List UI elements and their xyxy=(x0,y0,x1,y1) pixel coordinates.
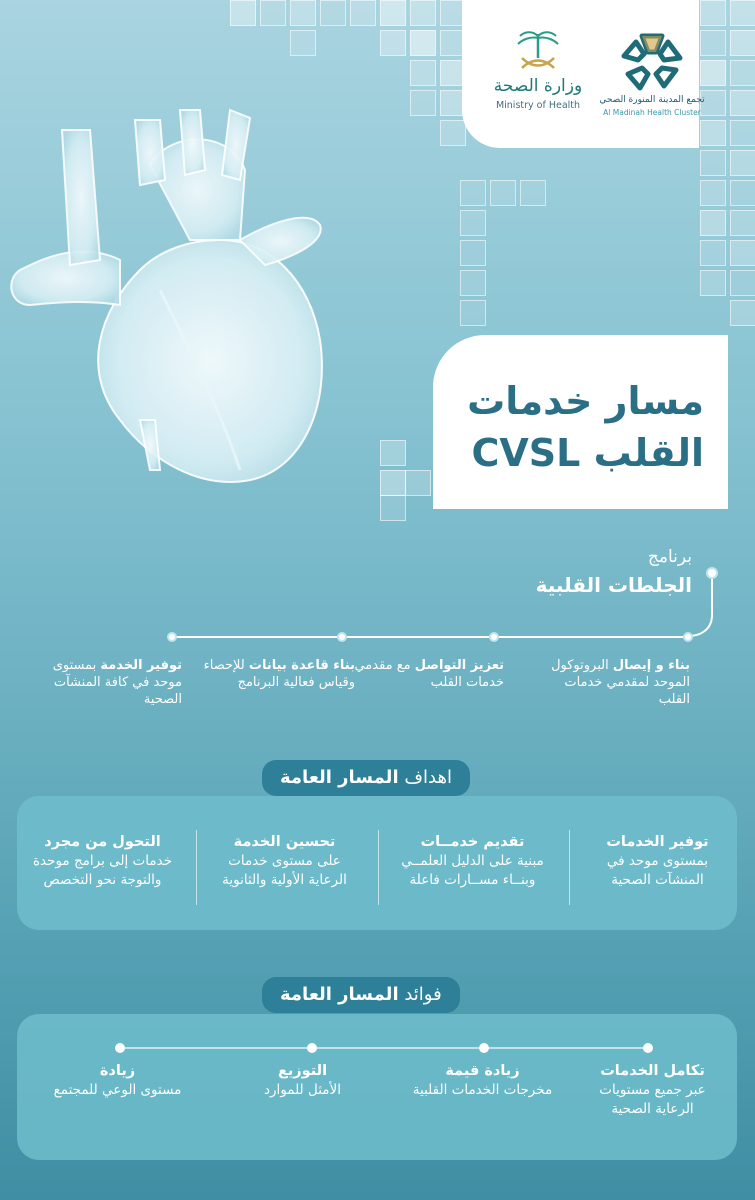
program-name: الجلطات القلبية xyxy=(535,573,692,597)
benefit-body: مستوى الوعي للمجتمع xyxy=(53,1082,182,1098)
step-4-rest: بمستوى موحد في كافة المنشآت الصحية xyxy=(52,658,182,707)
goal-body: خدمات إلى برامج موحدة والتوجة نحو التخصص xyxy=(32,853,173,888)
benefits-prefix: فوائد xyxy=(404,984,442,1005)
grid-square xyxy=(380,30,406,56)
goals-heading xyxy=(262,760,470,796)
heart-illustration xyxy=(0,90,400,510)
program-label: برنامج xyxy=(647,547,692,567)
cluster-logo-icon xyxy=(620,30,684,92)
benefit-body: عبر جميع مستويات الرعاية الصحية xyxy=(599,1082,706,1117)
grid-square xyxy=(700,150,726,176)
benefit-title: زيادة قيمة xyxy=(445,1063,520,1079)
grid-square xyxy=(460,300,486,326)
grid-square xyxy=(460,180,486,206)
goal-item xyxy=(585,833,730,890)
grid-square xyxy=(410,90,436,116)
grid-square xyxy=(290,30,316,56)
step-3-bold: بناء قاعدة بيانات xyxy=(248,658,355,673)
goal-title: التحول من مجرد xyxy=(44,834,161,850)
benefit-title: زيادة xyxy=(99,1063,136,1079)
goals-prefix: اهداف xyxy=(404,767,452,788)
timeline-dot xyxy=(167,632,177,642)
goal-title: توفير الخدمات xyxy=(606,834,709,850)
grid-square xyxy=(730,180,755,206)
grid-square xyxy=(730,90,755,116)
moh-palm-emblem-icon xyxy=(512,28,564,76)
grid-square xyxy=(700,210,726,236)
timeline-line xyxy=(172,636,688,638)
benefit-item xyxy=(410,1062,555,1100)
goals-divider xyxy=(378,830,379,905)
timeline-dot xyxy=(337,632,347,642)
grid-square xyxy=(260,0,286,26)
goals-divider xyxy=(196,830,197,905)
benefit-body: الأمثل للموارد xyxy=(264,1082,341,1098)
goal-body: على مستوى خدمات الرعاية الأولية والثانوية xyxy=(222,853,347,888)
goal-item xyxy=(400,833,545,890)
page-title xyxy=(444,375,704,479)
grid-square xyxy=(730,210,755,236)
grid-square xyxy=(460,240,486,266)
program-step-1 xyxy=(538,657,690,708)
step-3-rest: للإحصاء وقياس فعالية البرنامج xyxy=(203,658,355,690)
cluster-english-name: Al Madinah Health Cluster xyxy=(603,108,701,117)
goal-item xyxy=(212,833,357,890)
benefits-connector xyxy=(100,1038,700,1058)
benefit-title: التوزيع xyxy=(277,1063,328,1079)
grid-square xyxy=(730,60,755,86)
timeline-dot xyxy=(683,632,693,642)
grid-square xyxy=(410,30,436,56)
grid-square xyxy=(350,0,376,26)
goals-divider xyxy=(569,830,570,905)
grid-square xyxy=(730,120,755,146)
goal-title: تحسين الخدمة xyxy=(233,834,336,850)
step-2-bold: تعزيز التواصل xyxy=(414,658,504,673)
grid-square xyxy=(290,0,316,26)
program-step-3 xyxy=(203,657,355,691)
benefits-heading xyxy=(262,977,460,1013)
cluster-arabic-name: تجمع المدينة المنورة الصحي xyxy=(599,95,705,105)
grid-square xyxy=(730,30,755,56)
grid-square xyxy=(460,210,486,236)
step-4-bold: توفير الخدمة xyxy=(100,658,182,673)
grid-square xyxy=(700,0,726,26)
grid-square xyxy=(730,240,755,266)
grid-square xyxy=(700,240,726,266)
grid-square xyxy=(700,60,726,86)
grid-square xyxy=(700,30,726,56)
grid-square xyxy=(520,180,546,206)
benefit-item xyxy=(230,1062,375,1100)
grid-square xyxy=(440,120,466,146)
grid-square xyxy=(730,150,755,176)
grid-square xyxy=(405,470,431,496)
grid-square xyxy=(730,0,755,26)
goal-title: تقديم خدمــات xyxy=(420,834,525,850)
benefits-highlight: المسار العامة xyxy=(280,984,399,1005)
grid-square xyxy=(700,270,726,296)
grid-square xyxy=(410,60,436,86)
grid-square xyxy=(700,120,726,146)
grid-square xyxy=(380,0,406,26)
title-card xyxy=(433,335,728,509)
title-line-2: القلب CVSL xyxy=(471,431,704,475)
title-line-1: مسار خدمات xyxy=(467,379,704,423)
benefit-body: مخرجات الخدمات القلبية xyxy=(412,1082,553,1098)
grid-square xyxy=(490,180,516,206)
goal-item xyxy=(30,833,175,890)
program-step-4 xyxy=(30,657,182,708)
program-step-2 xyxy=(352,657,504,691)
grid-square xyxy=(730,270,755,296)
grid-square xyxy=(730,300,755,326)
grid-square xyxy=(460,270,486,296)
benefit-item xyxy=(580,1062,725,1119)
moh-english-name: Ministry of Health xyxy=(495,100,581,111)
goal-body: مبنية على الدليل العلمــي وبنــاء مســارات فاعلة xyxy=(401,853,544,888)
grid-square xyxy=(410,0,436,26)
step-1-rest: البروتوكول الموحد لمقدمي خدمات القلب xyxy=(551,658,690,707)
grid-square xyxy=(700,180,726,206)
benefit-item xyxy=(45,1062,190,1100)
goal-body: بمستوى موحد في المنشآت الصحية xyxy=(606,853,709,888)
step-1-bold: بناء و إيصال xyxy=(612,658,690,673)
grid-square xyxy=(320,0,346,26)
step-2-rest: مع مقدمي خدمات القلب xyxy=(354,658,504,690)
moh-arabic-name: وزارة الصحة xyxy=(493,76,583,96)
grid-square xyxy=(230,0,256,26)
goals-highlight: المسار العامة xyxy=(280,767,399,788)
timeline-dot xyxy=(489,632,499,642)
benefit-title: تكامل الخدمات xyxy=(600,1063,705,1079)
